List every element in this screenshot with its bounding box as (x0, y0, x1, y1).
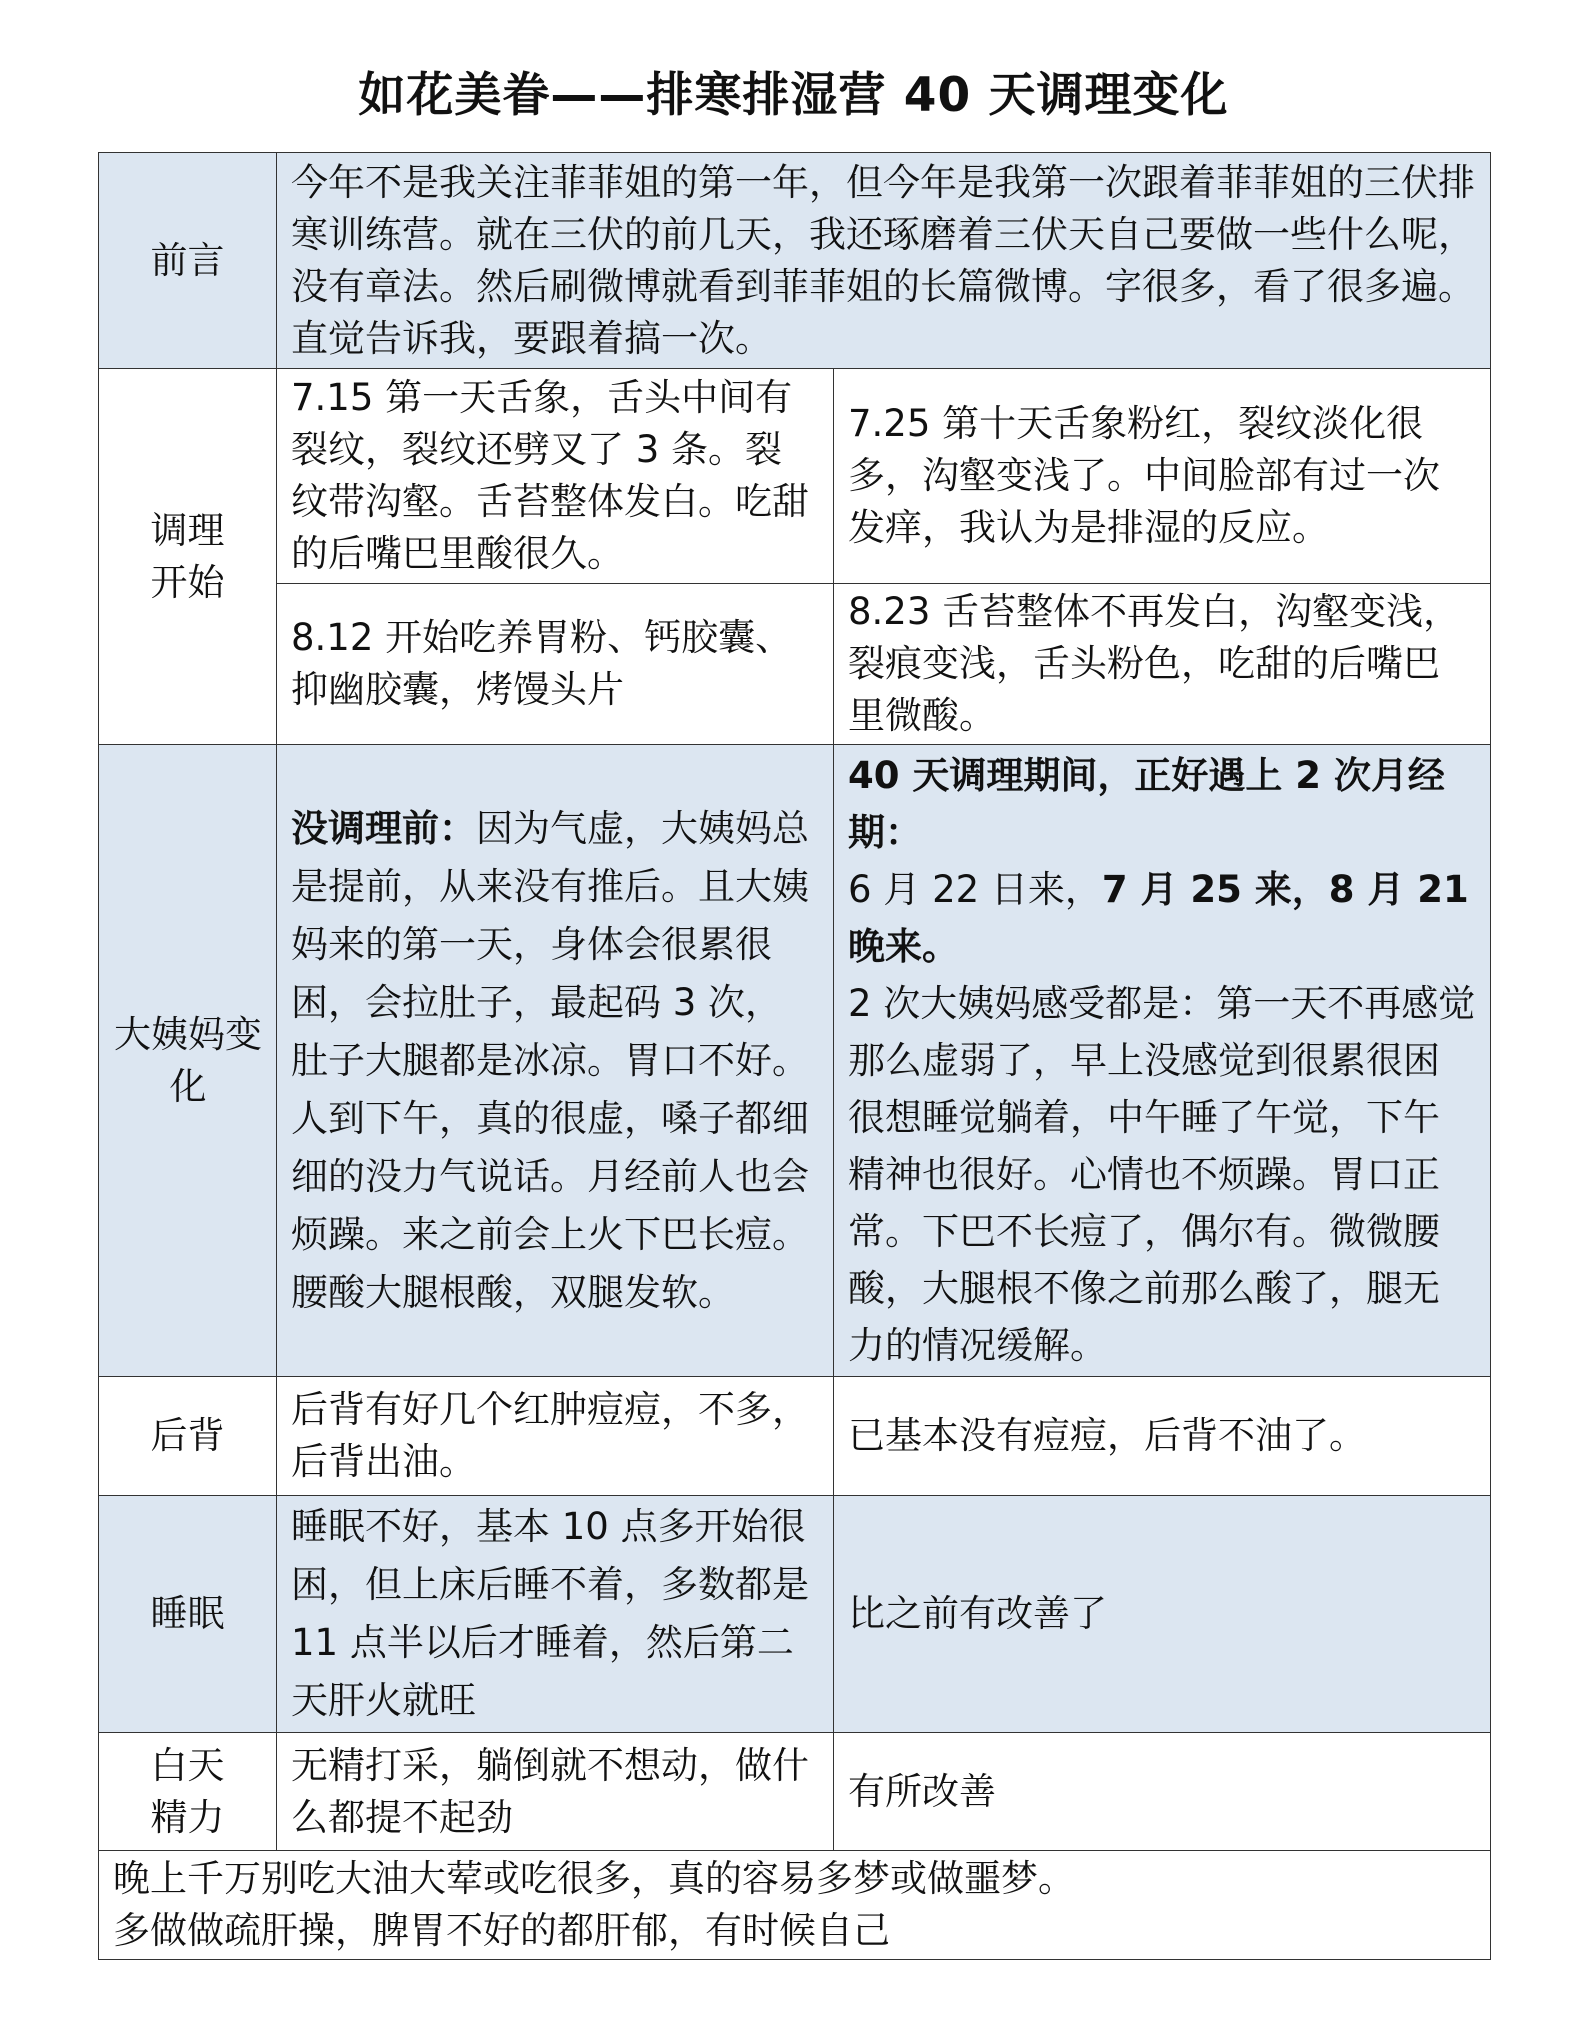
row-label-back: 后背 (99, 1377, 277, 1496)
page-title: 如花美眷——排寒排湿营 40 天调理变化 (358, 68, 1229, 123)
period-before-lead: 没调理前： (291, 806, 476, 850)
period-before-text: 因为气虚，大姨妈总是提前，从来没有推后。且大姨妈来的第一天，身体会很累很困，会拉肚子，最起码 3 次，肚子大腿都是冰凉。胃口不好。人到下午，真的很虚，嗓子都细细的没力气说话。月经前人也会烦躁。来之前会上火下巴长痘。腰酸大腿根酸，双腿发软。 (291, 806, 809, 1314)
row-label-period: 大姨妈变化 (99, 745, 277, 1377)
preface-text: 今年不是我关注菲菲姐的第一年，但今年是我第一次跟着菲菲姐的三伏排寒训练营。就在三伏的前几天，我还琢磨着三伏天自己要做一些什么呢，没有章法。然后刷微博就看到菲菲姐的长篇微博。字很多，看了很多遍。直觉告诉我，要跟着搞一次。 (277, 153, 1491, 369)
sleep-after: 比之前有改善了 (834, 1496, 1491, 1733)
sleep-before: 睡眠不好，基本 10 点多开始很困，但上床后睡不着，多数都是 11 点半以后才睡着，然后第二天肝火就旺 (277, 1496, 834, 1733)
table-row-sleep (99, 1496, 1491, 1733)
table-row-start-1 (99, 369, 1491, 584)
start-cell-0715: 7.15 第一天舌象，舌头中间有裂纹，裂纹还劈叉了 3 条。裂纹带沟壑。舌苔整体发白。吃甜的后嘴巴里酸很久。 (277, 369, 834, 584)
footer-line-2: 多做做疏肝操，脾胃不好的都肝郁，有时候自己 (113, 1909, 890, 1952)
table-row-energy (99, 1733, 1491, 1851)
period-before-cell (277, 745, 834, 1377)
table-row-preface (99, 153, 1491, 369)
footer-line-1: 晚上千万别吃大油大荤或吃很多，真的容易多梦或做噩梦。 (113, 1857, 1075, 1900)
back-after: 已基本没有痘痘，后背不油了。 (834, 1377, 1491, 1496)
energy-after: 有所改善 (834, 1733, 1491, 1851)
start-cell-0725: 7.25 第十天舌象粉红，裂纹淡化很多，沟壑变浅了。中间脸部有过一次发痒，我认为是排湿的反应。 (834, 369, 1491, 584)
start-cell-0823: 8.23 舌苔整体不再发白，沟壑变浅，裂痕变浅，舌头粉色，吃甜的后嘴巴里微酸。 (834, 584, 1491, 745)
back-before: 后背有好几个红肿痘痘，不多，后背出油。 (277, 1377, 834, 1496)
adjustment-table (98, 152, 1491, 1960)
start-cell-0812: 8.12 开始吃养胃粉、钙胶囊、抑幽胶囊，烤馒头片 (277, 584, 834, 745)
table-row-start-2 (99, 584, 1491, 745)
period-after-dates: 6 月 22 日来，7 月 25 来，8 月 21 晚来。 (848, 868, 1469, 968)
energy-before: 无精打采，躺倒就不想动，做什么都提不起劲 (277, 1733, 834, 1851)
period-after-text: 2 次大姨妈感受都是：第一天不再感觉那么虚弱了，早上没感觉到很累很困很想睡觉躺着，中午睡了午觉，下午精神也很好。心情也不烦躁。胃口正常。下巴不长痘了，偶尔有。微微腰酸，大腿根不像之前那么酸了，腿无力的情况缓解。 (848, 982, 1476, 1367)
period-after-cell (834, 745, 1491, 1377)
row-label-energy: 白天精力 (99, 1733, 277, 1851)
table-row-footer (99, 1851, 1491, 1960)
table-row-back (99, 1377, 1491, 1496)
row-label-preface: 前言 (99, 153, 277, 369)
period-after-head: 40 天调理期间，正好遇上 2 次月经期： (848, 754, 1445, 854)
footer-note (99, 1851, 1491, 1960)
row-label-sleep: 睡眠 (99, 1496, 277, 1733)
row-label-start: 调理开始 (99, 369, 277, 745)
table-row-period (99, 745, 1491, 1377)
